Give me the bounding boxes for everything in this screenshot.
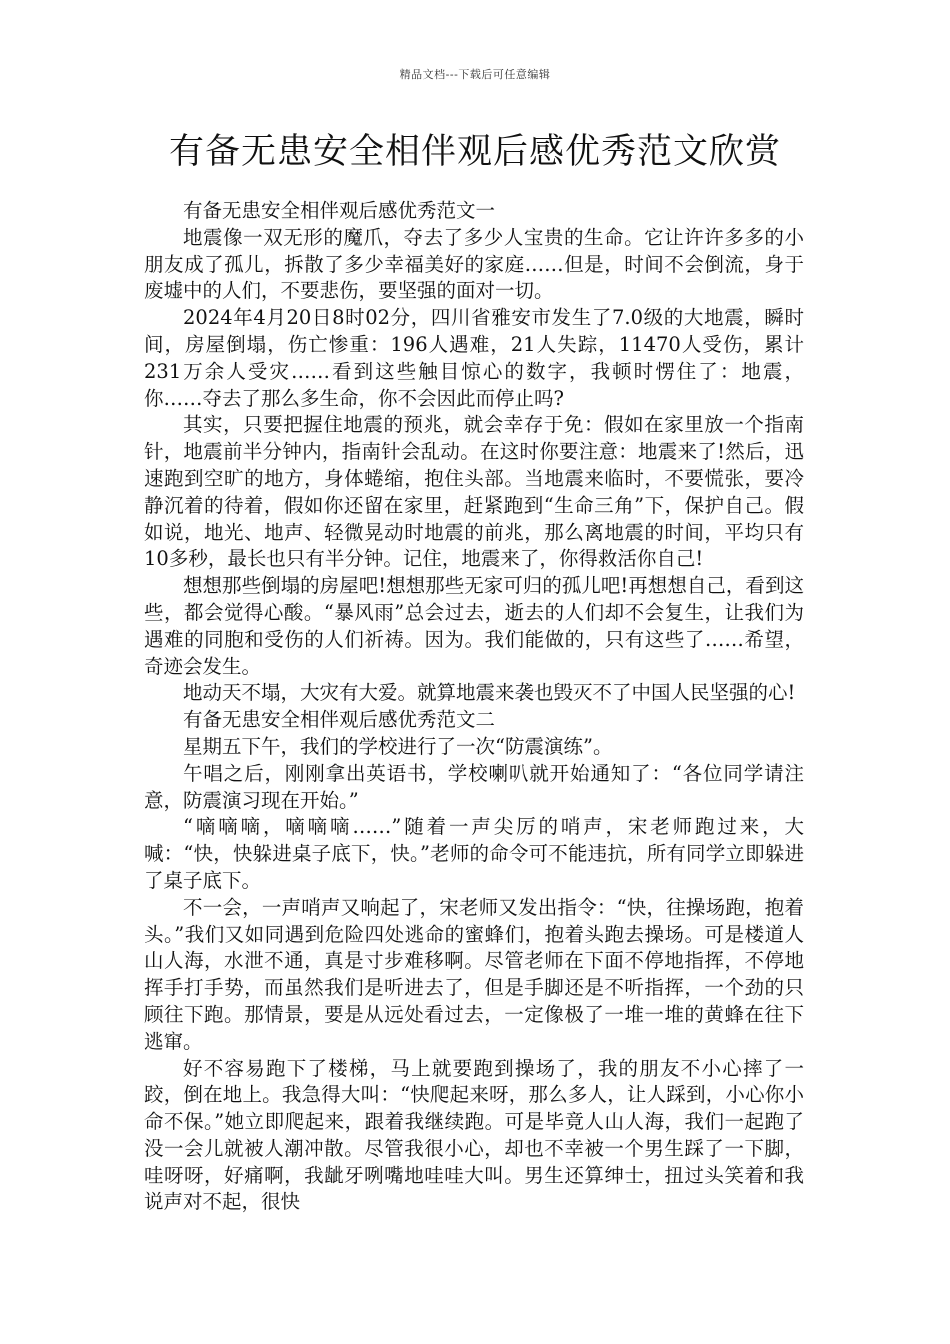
section-heading-1: 有备无患安全相伴观后感优秀范文一 — [183, 199, 496, 222]
section-heading-2: 有备无患安全相伴观后感优秀范文二 — [183, 708, 496, 732]
paragraph: 地动天不塌，大灾有大爱。就算地震来袭也毁灭不了中国人民坚强的心! — [183, 681, 796, 705]
document-title: 有备无患安全相伴观后感优秀范文欣赏 — [168, 132, 781, 172]
paragraph: 地震像一双无形的魔爪，夺去了多少人宝贵的生命。它让许许多多的小朋友成了孤儿，拆散了多少幸福美好的家庭……但是，时间不会倒流，身于废墟中的人们，不要悲伤，要坚强的面对一切。 — [144, 225, 804, 303]
paragraph: 想想那些倒塌的房屋吧!想想那些无家可归的孤儿吧!再想想自己，看到这些，都会觉得心酸。“暴风雨”总会过去，逝去的人们却不会复生，让我们为遇难的同胞和受伤的人们祈祷。因为。我们能做的，只有这些了……希望，奇迹会发生。 — [144, 574, 804, 678]
paragraph: 好不容易跑下了楼梯，马上就要跑到操场了，我的朋友不小心摔了一跤，倒在地上。我急得大叫：“快爬起来呀，那么多人，让人踩到，小心你小命不保。”她立即爬起来，跟着我继续跑。可是毕竟人山人海，我们一起跑了没一会儿就被人潮冲散。尽管我很小心，却也不幸被一个男生踩了一下脚，哇呀呀，好痛啊，我龇牙咧嘴地哇哇大叫。男生还算绅士，扭过头笑着和我说声对不起，很快 — [144, 1056, 804, 1214]
paragraph: 午唱之后，刚刚拿出英语书，学校喇叭就开始通知了：“各位同学请注意，防震演习现在开始。” — [144, 761, 804, 812]
page-header: 精品文档---下载后可任意编辑 — [399, 68, 551, 81]
document-body — [144, 198, 804, 1216]
paragraph: “嘀嘀嘀，嘀嘀嘀……”随着一声尖厉的哨声，宋老师跑过来，大喊：“快，快躲进桌子底下，快。”老师的命令可不能违抗，所有同学立即躲进了桌子底下。 — [144, 815, 804, 892]
paragraph: 不一会，一声哨声又响起了，宋老师又发出指令：“快，往操场跑，抱着头。”我们又如同遇到危险四处逃命的蜜蜂们，抱着头跑去操场。可是楼道人山人海，水泄不通，真是寸步难移啊。尽管老师在下面不停地指挥，不停地挥手打手势，而虽然我们是听进去了，但是手脚还是不听指挥，一个劲的只顾往下跑。那情景，要是从远处看过去，一定像极了一堆一堆的黄蜂在往下逃窜。 — [144, 895, 804, 1053]
paragraph: 其实，只要把握住地震的预兆，就会幸存于免：假如在家里放一个指南针，地震前半分钟内，指南针会乱动。在这时你要注意：地震来了!然后，迅速跑到空旷的地方，身体蜷缩，抱住头部。当地震来临时，不要慌张，要冷静沉着的待着，假如你还留在家里，赶紧跑到“生命三角”下，保护自己。假如说，地光、地声、轻微晃动时地震的前兆，那么离地震的时间，平均只有10多秒，最长也只有半分钟。记住，地震来了，你得救活你自己! — [144, 413, 804, 571]
paragraph: 2024年4月20日8时02分，四川省雅安市发生了7.0级的大地震，瞬时间，房屋倒塌，伤亡惨重：196人遇难，21人失踪，11470人受伤，累计231万余人受灾……看到这些触目惊心的数字，我顿时愣住了：地震，你……夺去了那么多生命，你不会因此而停止吗? — [144, 306, 804, 410]
paragraph: 星期五下午，我们的学校进行了一次“防震演练”。 — [183, 734, 613, 758]
